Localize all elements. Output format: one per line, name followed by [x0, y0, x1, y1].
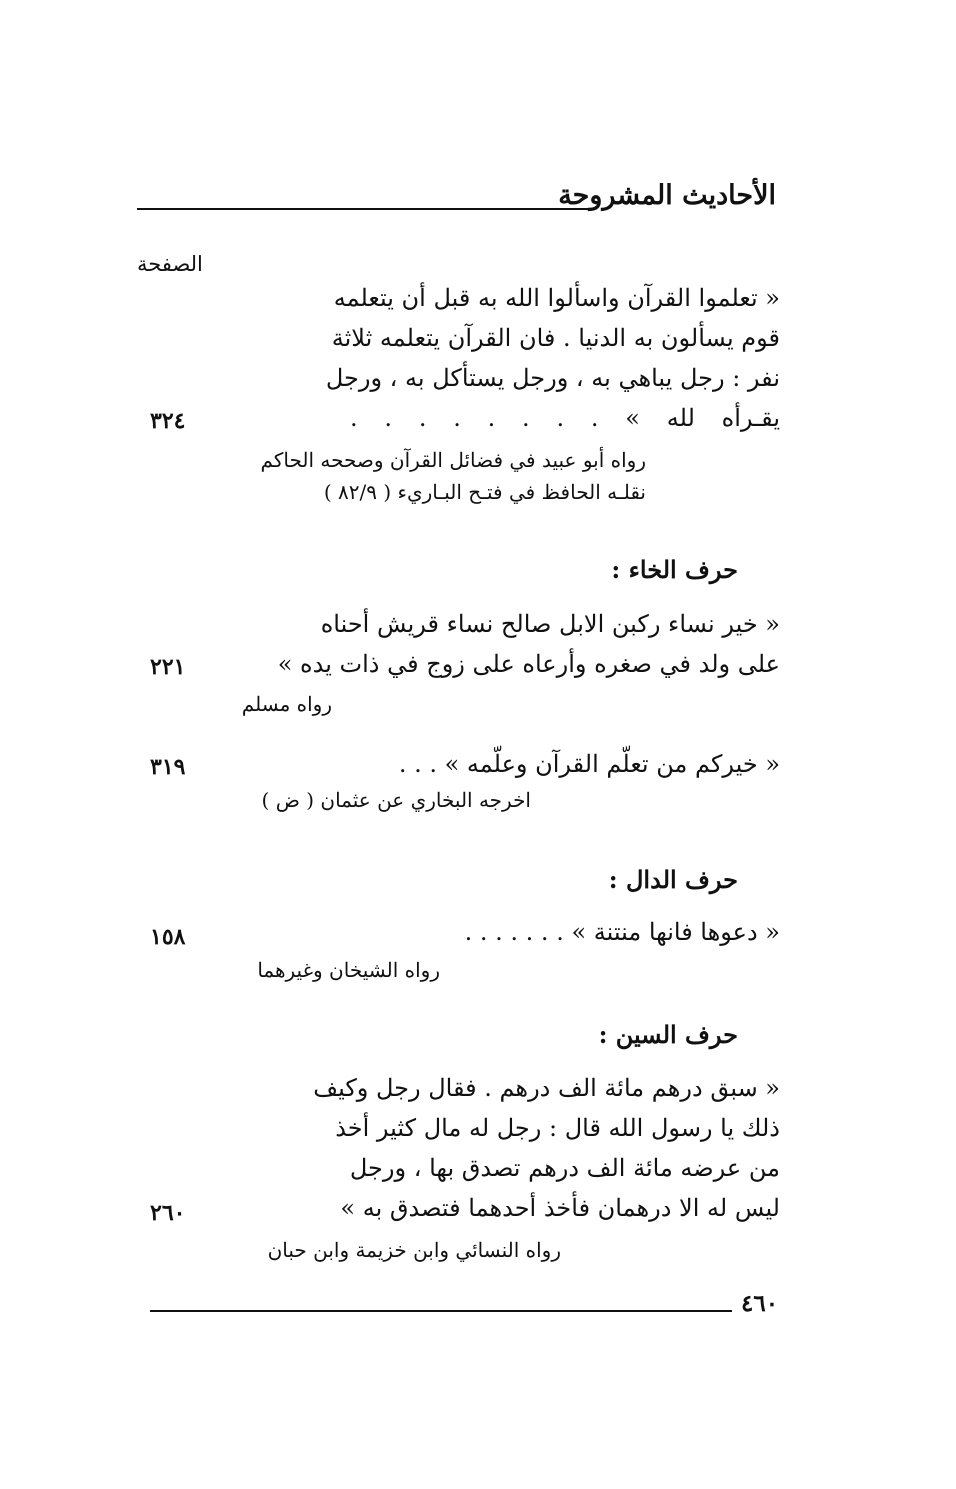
footer-page-number: ٤٦٠ — [741, 1290, 779, 1317]
hadith-line: من عرضه مائة الف درهم تصدق بها ، ورجل — [349, 1154, 780, 1182]
page-column-label: الصفحة — [137, 252, 203, 276]
hadith-line: « سبق درهم مائة الف درهم . فقال رجل وكيف — [313, 1074, 780, 1102]
hadith-line: نفر : رجل يباهي به ، ورجل يستأكل به ، ورجل — [325, 364, 780, 392]
hadith-line: « دعوها فانها منتنة » . . . . . . . — [464, 918, 780, 946]
footer-rule — [150, 1310, 732, 1312]
hadith-source: رواه أبو عبيد في فضائل القرآن وصححه الحاكم — [260, 448, 646, 472]
hadith-source: رواه مسلم — [241, 692, 332, 716]
header-rule — [137, 208, 592, 210]
hadith-line: ليس له الا درهمان فأخذ أحدهما فتصدق به » — [340, 1194, 780, 1222]
hadith-source: رواه الشيخان وغيرهما — [257, 958, 440, 982]
page-reference: ٢٦٠ — [150, 1200, 186, 1226]
hadith-source: رواه النسائي وابن خزيمة وابن حبان — [267, 1238, 561, 1262]
page-reference: ٣١٩ — [150, 754, 186, 780]
section-heading: حرف الخاء : — [611, 555, 738, 584]
hadith-source: اخرجه البخاري عن عثمان ( ض ) — [261, 788, 531, 812]
section-heading: حرف السين : — [598, 1020, 738, 1049]
running-header-title: الأحاديث المشروحة — [558, 180, 776, 211]
hadith-line: ذلك يا رسول الله قال : رجل له مال كثير أخذ — [335, 1114, 780, 1142]
page-reference: ٢٢١ — [150, 654, 186, 680]
hadith-line: « خير نساء ركبن الابل صالح نساء قريش أحناه — [320, 610, 780, 638]
hadith-line: يقـرأه لله » . . . . . . . . — [350, 404, 780, 432]
page-reference: ١٥٨ — [150, 924, 186, 950]
page-reference: ٣٢٤ — [150, 408, 186, 434]
hadith-line: على ولد في صغره وأرعاه على زوج في ذات يده » — [277, 650, 780, 678]
hadith-line: « خيركم من تعلّم القرآن وعلّمه » . . . — [398, 750, 780, 778]
hadith-line: « تعلموا القرآن واسألوا الله به قبل أن يتعلمه — [333, 284, 780, 312]
section-heading: حرف الدال : — [608, 865, 738, 894]
hadith-source: نقلـه الحافظ في فتـح البـاريء ( ٨٢/٩ ) — [323, 480, 646, 504]
hadith-line: قوم يسألون به الدنيا . فان القرآن يتعلمه ثلاثة — [331, 324, 780, 352]
